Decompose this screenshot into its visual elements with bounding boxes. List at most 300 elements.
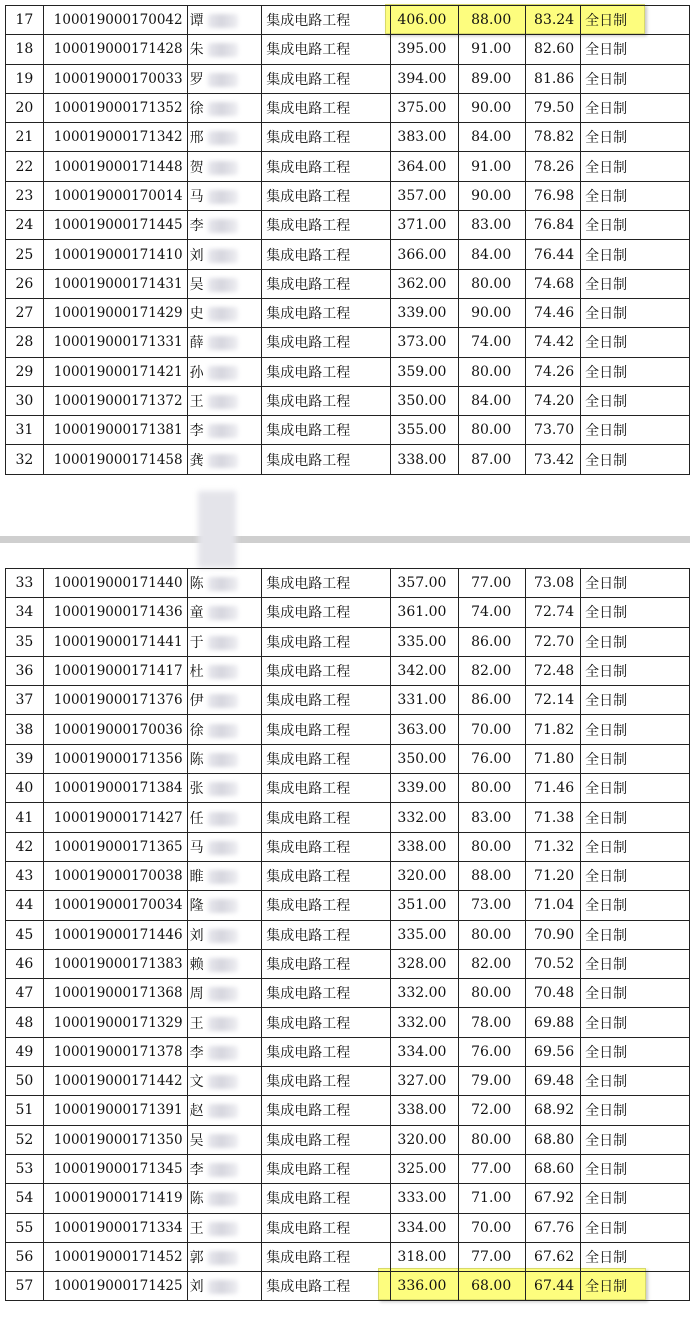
- study-type: 全日制: [581, 598, 690, 627]
- table-row: [6, 744, 690, 773]
- table-row: [6, 598, 690, 627]
- final-score: 72.74: [526, 598, 581, 627]
- candidate-id: 100019000171365: [43, 832, 187, 861]
- candidate-name: 贺: [187, 152, 262, 181]
- redacted-name: [208, 1075, 238, 1089]
- final-score: 68.80: [526, 1125, 581, 1154]
- final-score: 71.32: [526, 832, 581, 861]
- total-score: 334.00: [391, 1213, 459, 1242]
- redacted-name: [208, 1222, 238, 1236]
- total-score: 373.00: [391, 328, 459, 357]
- candidate-name: 吴: [187, 269, 262, 298]
- table-row: [6, 1008, 690, 1037]
- final-score: 74.20: [526, 386, 581, 415]
- redacted-name: [208, 636, 238, 650]
- final-score: 71.38: [526, 803, 581, 832]
- candidate-id: 100019000171381: [43, 416, 187, 445]
- total-score: 366.00: [391, 240, 459, 269]
- final-score: 74.46: [526, 298, 581, 327]
- redacted-name: [208, 987, 238, 1001]
- table-row: [6, 386, 690, 415]
- candidate-id: 100019000171368: [43, 979, 187, 1008]
- study-type: 全日制: [581, 1125, 690, 1154]
- interview-score: 73.00: [459, 891, 526, 920]
- redacted-name: [208, 958, 238, 972]
- total-score: 338.00: [391, 445, 459, 474]
- total-score: 338.00: [391, 832, 459, 861]
- candidate-id: 100019000171417: [43, 656, 187, 685]
- row-number: 20: [6, 93, 44, 122]
- row-number: 45: [6, 920, 44, 949]
- candidate-name: 陈: [187, 744, 262, 773]
- table-row: [6, 1154, 690, 1183]
- redacted-name: [208, 694, 238, 708]
- candidate-name: 刘: [187, 240, 262, 269]
- study-type: 全日制: [581, 1067, 690, 1096]
- major: 集成电路工程: [262, 445, 391, 474]
- redacted-name: [208, 1192, 238, 1206]
- candidate-name: 罗: [187, 64, 262, 93]
- redacted-name: [208, 1280, 238, 1294]
- redacted-name: [208, 102, 238, 116]
- study-type: 全日制: [581, 181, 690, 210]
- total-score: 371.00: [391, 211, 459, 240]
- row-number: 36: [6, 656, 44, 685]
- redacted-name: [208, 424, 238, 438]
- total-score: 383.00: [391, 123, 459, 152]
- major: 集成电路工程: [262, 920, 391, 949]
- final-score: 71.20: [526, 861, 581, 890]
- candidate-name: 周: [187, 979, 262, 1008]
- final-score: 72.48: [526, 656, 581, 685]
- study-type: 全日制: [581, 569, 690, 598]
- interview-score: 80.00: [459, 269, 526, 298]
- table-row: [6, 715, 690, 744]
- table-row: [6, 686, 690, 715]
- major: 集成电路工程: [262, 93, 391, 122]
- study-type: 全日制: [581, 686, 690, 715]
- major: 集成电路工程: [262, 416, 391, 445]
- total-score: 395.00: [391, 35, 459, 64]
- final-score: 67.92: [526, 1184, 581, 1213]
- redacted-name: [208, 249, 238, 263]
- row-number: 53: [6, 1154, 44, 1183]
- table-row: [6, 35, 690, 64]
- total-score: 406.00: [391, 6, 459, 35]
- candidate-name: 孙: [187, 357, 262, 386]
- total-score: 394.00: [391, 64, 459, 93]
- final-score: 79.50: [526, 93, 581, 122]
- table-row: [6, 803, 690, 832]
- row-number: 24: [6, 211, 44, 240]
- final-score: 83.24: [526, 6, 581, 35]
- major: 集成电路工程: [262, 211, 391, 240]
- interview-score: 86.00: [459, 686, 526, 715]
- study-type: 全日制: [581, 891, 690, 920]
- study-type: 全日制: [581, 979, 690, 1008]
- study-type: 全日制: [581, 328, 690, 357]
- study-type: 全日制: [581, 152, 690, 181]
- row-number: 57: [6, 1272, 44, 1301]
- total-score: 332.00: [391, 803, 459, 832]
- total-score: 335.00: [391, 627, 459, 656]
- total-score: 318.00: [391, 1242, 459, 1271]
- row-number: 31: [6, 416, 44, 445]
- study-type: 全日制: [581, 35, 690, 64]
- table-row: [6, 832, 690, 861]
- candidate-name: 王: [187, 386, 262, 415]
- redacted-name: [208, 219, 238, 233]
- interview-score: 91.00: [459, 152, 526, 181]
- candidate-id: 100019000171383: [43, 949, 187, 978]
- candidate-id: 100019000171352: [43, 93, 187, 122]
- row-number: 26: [6, 269, 44, 298]
- study-type: 全日制: [581, 744, 690, 773]
- study-type: 全日制: [581, 627, 690, 656]
- candidate-name: 朱: [187, 35, 262, 64]
- table-row: [6, 93, 690, 122]
- study-type: 全日制: [581, 386, 690, 415]
- candidate-name: 杜: [187, 656, 262, 685]
- candidate-name: 赖: [187, 949, 262, 978]
- total-score: 325.00: [391, 1154, 459, 1183]
- redacted-name: [208, 812, 238, 826]
- total-score: 338.00: [391, 1096, 459, 1125]
- candidate-id: 100019000170036: [43, 715, 187, 744]
- table-row: [6, 949, 690, 978]
- page-break-area: [0, 491, 690, 568]
- total-score: 359.00: [391, 357, 459, 386]
- candidate-id: 100019000170042: [43, 6, 187, 35]
- major: 集成电路工程: [262, 861, 391, 890]
- candidate-name: 陈: [187, 569, 262, 598]
- interview-score: 82.00: [459, 656, 526, 685]
- total-score: 334.00: [391, 1037, 459, 1066]
- total-score: 339.00: [391, 774, 459, 803]
- major: 集成电路工程: [262, 656, 391, 685]
- interview-score: 89.00: [459, 64, 526, 93]
- redacted-name: [208, 73, 238, 87]
- candidate-id: 100019000171436: [43, 598, 187, 627]
- study-type: 全日制: [581, 1037, 690, 1066]
- candidate-id: 100019000171350: [43, 1125, 187, 1154]
- interview-score: 74.00: [459, 328, 526, 357]
- interview-score: 80.00: [459, 774, 526, 803]
- redacted-name: [208, 577, 238, 591]
- redacted-name: [208, 1163, 238, 1177]
- interview-score: 83.00: [459, 211, 526, 240]
- interview-score: 88.00: [459, 861, 526, 890]
- redacted-name: [208, 131, 238, 145]
- score-table-page-1: [5, 5, 690, 475]
- candidate-id: 100019000171329: [43, 1008, 187, 1037]
- candidate-name: 于: [187, 627, 262, 656]
- candidate-id: 100019000171446: [43, 920, 187, 949]
- major: 集成电路工程: [262, 803, 391, 832]
- major: 集成电路工程: [262, 598, 391, 627]
- major: 集成电路工程: [262, 774, 391, 803]
- interview-score: 82.00: [459, 949, 526, 978]
- candidate-name: 邢: [187, 123, 262, 152]
- interview-score: 90.00: [459, 93, 526, 122]
- study-type: 全日制: [581, 416, 690, 445]
- major: 集成电路工程: [262, 1154, 391, 1183]
- table-row: [6, 569, 690, 598]
- total-score: 361.00: [391, 598, 459, 627]
- major: 集成电路工程: [262, 6, 391, 35]
- redacted-name: [208, 665, 238, 679]
- table-row: [6, 298, 690, 327]
- study-type: 全日制: [581, 774, 690, 803]
- row-number: 46: [6, 949, 44, 978]
- interview-score: 80.00: [459, 416, 526, 445]
- major: 集成电路工程: [262, 1096, 391, 1125]
- candidate-id: 100019000171440: [43, 569, 187, 598]
- final-score: 72.70: [526, 627, 581, 656]
- final-score: 70.52: [526, 949, 581, 978]
- study-type: 全日制: [581, 123, 690, 152]
- candidate-id: 100019000171345: [43, 1154, 187, 1183]
- total-score: 320.00: [391, 861, 459, 890]
- row-number: 21: [6, 123, 44, 152]
- study-type: 全日制: [581, 445, 690, 474]
- final-score: 69.48: [526, 1067, 581, 1096]
- major: 集成电路工程: [262, 64, 391, 93]
- major: 集成电路工程: [262, 686, 391, 715]
- row-number: 27: [6, 298, 44, 327]
- candidate-name: 吴: [187, 1125, 262, 1154]
- row-number: 25: [6, 240, 44, 269]
- major: 集成电路工程: [262, 891, 391, 920]
- row-number: 33: [6, 569, 44, 598]
- total-score: 362.00: [391, 269, 459, 298]
- study-type: 全日制: [581, 240, 690, 269]
- candidate-name: 童: [187, 598, 262, 627]
- total-score: 375.00: [391, 93, 459, 122]
- candidate-id: 100019000171427: [43, 803, 187, 832]
- major: 集成电路工程: [262, 949, 391, 978]
- final-score: 71.46: [526, 774, 581, 803]
- major: 集成电路工程: [262, 269, 391, 298]
- final-score: 74.68: [526, 269, 581, 298]
- candidate-id: 100019000171445: [43, 211, 187, 240]
- major: 集成电路工程: [262, 152, 391, 181]
- redacted-name: [208, 278, 238, 292]
- table-row: [6, 269, 690, 298]
- total-score: 339.00: [391, 298, 459, 327]
- study-type: 全日制: [581, 832, 690, 861]
- final-score: 68.60: [526, 1154, 581, 1183]
- row-number: 49: [6, 1037, 44, 1066]
- redacted-name: [208, 43, 238, 57]
- table-row: [6, 979, 690, 1008]
- candidate-id: 100019000171384: [43, 774, 187, 803]
- final-score: 68.92: [526, 1096, 581, 1125]
- total-score: 336.00: [391, 1272, 459, 1301]
- major: 集成电路工程: [262, 298, 391, 327]
- candidate-name: 郭: [187, 1242, 262, 1271]
- row-number: 34: [6, 598, 44, 627]
- candidate-name: 王: [187, 1213, 262, 1242]
- row-number: 38: [6, 715, 44, 744]
- row-number: 30: [6, 386, 44, 415]
- interview-score: 84.00: [459, 123, 526, 152]
- row-number: 43: [6, 861, 44, 890]
- interview-score: 71.00: [459, 1184, 526, 1213]
- table-row: [6, 445, 690, 474]
- redacted-name: [208, 753, 238, 767]
- final-score: 72.14: [526, 686, 581, 715]
- major: 集成电路工程: [262, 1272, 391, 1301]
- interview-score: 86.00: [459, 627, 526, 656]
- table-row: [6, 64, 690, 93]
- candidate-id: 100019000171378: [43, 1037, 187, 1066]
- interview-score: 83.00: [459, 803, 526, 832]
- study-type: 全日制: [581, 93, 690, 122]
- major: 集成电路工程: [262, 1008, 391, 1037]
- major: 集成电路工程: [262, 181, 391, 210]
- major: 集成电路工程: [262, 1067, 391, 1096]
- final-score: 76.84: [526, 211, 581, 240]
- interview-score: 84.00: [459, 386, 526, 415]
- candidate-id: 100019000171331: [43, 328, 187, 357]
- candidate-id: 100019000171452: [43, 1242, 187, 1271]
- candidate-id: 100019000170014: [43, 181, 187, 210]
- candidate-name: 李: [187, 1037, 262, 1066]
- table-row: [6, 774, 690, 803]
- interview-score: 78.00: [459, 1008, 526, 1037]
- interview-score: 87.00: [459, 445, 526, 474]
- redacted-name: [208, 841, 238, 855]
- table-row: [6, 357, 690, 386]
- table-row: [6, 211, 690, 240]
- candidate-id: 100019000171391: [43, 1096, 187, 1125]
- candidate-id: 100019000171425: [43, 1272, 187, 1301]
- interview-score: 80.00: [459, 920, 526, 949]
- table-row: [6, 861, 690, 890]
- candidate-name: 陈: [187, 1184, 262, 1213]
- row-number: 37: [6, 686, 44, 715]
- final-score: 70.48: [526, 979, 581, 1008]
- final-score: 82.60: [526, 35, 581, 64]
- redacted-name: [208, 782, 238, 796]
- page-break-divider: [0, 536, 690, 543]
- row-number: 41: [6, 803, 44, 832]
- interview-score: 77.00: [459, 1154, 526, 1183]
- candidate-name: 李: [187, 416, 262, 445]
- candidate-id: 100019000171442: [43, 1067, 187, 1096]
- table-row: [6, 1184, 690, 1213]
- candidate-id: 100019000171356: [43, 744, 187, 773]
- candidate-name: 文: [187, 1067, 262, 1096]
- row-number: 23: [6, 181, 44, 210]
- study-type: 全日制: [581, 269, 690, 298]
- final-score: 67.76: [526, 1213, 581, 1242]
- study-type: 全日制: [581, 64, 690, 93]
- redacted-name-strip: [198, 491, 236, 568]
- redacted-name: [208, 190, 238, 204]
- candidate-name: 薛: [187, 328, 262, 357]
- final-score: 74.26: [526, 357, 581, 386]
- candidate-name: 刘: [187, 1272, 262, 1301]
- candidate-id: 100019000171458: [43, 445, 187, 474]
- total-score: 320.00: [391, 1125, 459, 1154]
- table-row: [6, 1096, 690, 1125]
- final-score: 73.70: [526, 416, 581, 445]
- interview-score: 80.00: [459, 979, 526, 1008]
- row-number: 18: [6, 35, 44, 64]
- study-type: 全日制: [581, 1242, 690, 1271]
- final-score: 70.90: [526, 920, 581, 949]
- candidate-id: 100019000171419: [43, 1184, 187, 1213]
- candidate-id: 100019000171376: [43, 686, 187, 715]
- final-score: 74.42: [526, 328, 581, 357]
- interview-score: 88.00: [459, 6, 526, 35]
- major: 集成电路工程: [262, 123, 391, 152]
- total-score: 328.00: [391, 949, 459, 978]
- study-type: 全日制: [581, 6, 690, 35]
- major: 集成电路工程: [262, 744, 391, 773]
- study-type: 全日制: [581, 803, 690, 832]
- total-score: 357.00: [391, 569, 459, 598]
- total-score: 363.00: [391, 715, 459, 744]
- table-row: [6, 152, 690, 181]
- total-score: 335.00: [391, 920, 459, 949]
- study-type: 全日制: [581, 1272, 690, 1301]
- row-number: 40: [6, 774, 44, 803]
- table-row: [6, 6, 690, 35]
- table-row: [6, 920, 690, 949]
- table-row: [6, 328, 690, 357]
- final-score: 76.98: [526, 181, 581, 210]
- major: 集成电路工程: [262, 569, 391, 598]
- row-number: 19: [6, 64, 44, 93]
- row-number: 28: [6, 328, 44, 357]
- row-number: 22: [6, 152, 44, 181]
- major: 集成电路工程: [262, 832, 391, 861]
- total-score: 332.00: [391, 979, 459, 1008]
- total-score: 331.00: [391, 686, 459, 715]
- interview-score: 68.00: [459, 1272, 526, 1301]
- study-type: 全日制: [581, 1154, 690, 1183]
- study-type: 全日制: [581, 920, 690, 949]
- major: 集成电路工程: [262, 627, 391, 656]
- study-type: 全日制: [581, 656, 690, 685]
- redacted-name: [208, 454, 238, 468]
- candidate-id: 100019000171410: [43, 240, 187, 269]
- row-number: 54: [6, 1184, 44, 1213]
- redacted-name: [208, 1104, 238, 1118]
- table-row: [6, 1125, 690, 1154]
- row-number: 50: [6, 1067, 44, 1096]
- candidate-id: 100019000171334: [43, 1213, 187, 1242]
- row-number: 29: [6, 357, 44, 386]
- major: 集成电路工程: [262, 1037, 391, 1066]
- final-score: 76.44: [526, 240, 581, 269]
- candidate-id: 100019000171421: [43, 357, 187, 386]
- interview-score: 84.00: [459, 240, 526, 269]
- candidate-name: 赵: [187, 1096, 262, 1125]
- candidate-id: 100019000171448: [43, 152, 187, 181]
- row-number: 48: [6, 1008, 44, 1037]
- redacted-name: [208, 1251, 238, 1265]
- interview-score: 80.00: [459, 1125, 526, 1154]
- final-score: 67.62: [526, 1242, 581, 1271]
- total-score: 333.00: [391, 1184, 459, 1213]
- candidate-name: 伊: [187, 686, 262, 715]
- redacted-name: [208, 899, 238, 913]
- study-type: 全日制: [581, 357, 690, 386]
